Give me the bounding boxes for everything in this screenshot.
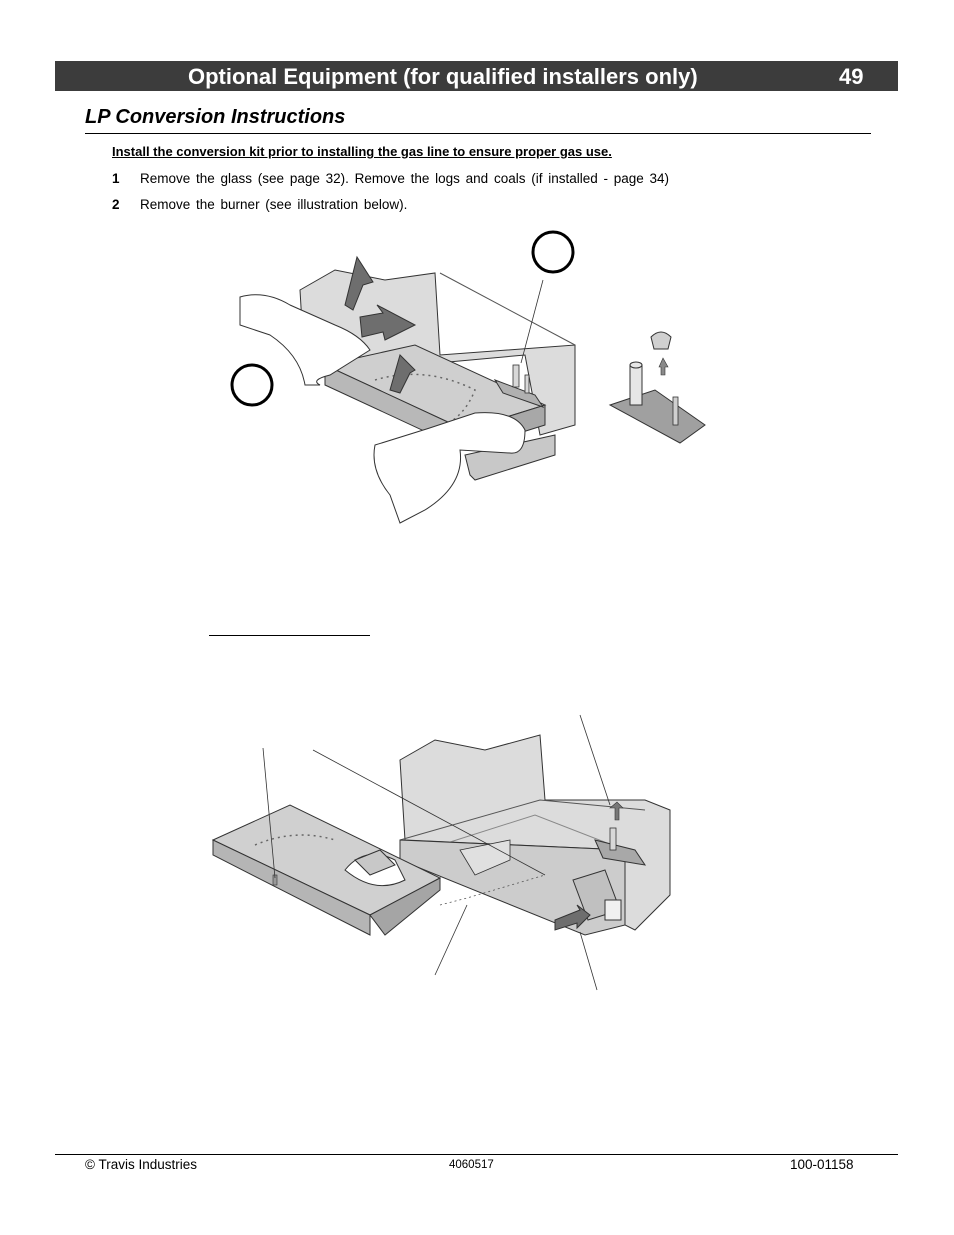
footer-part-number: 100-01158 <box>790 1157 854 1172</box>
footer-divider <box>55 1154 898 1155</box>
step-item <box>112 171 669 186</box>
warning-note: Install the conversion kit prior to installing the gas line to ensure proper gas use. <box>112 144 612 159</box>
section-divider <box>85 133 871 134</box>
section-title: LP Conversion Instructions <box>85 106 346 128</box>
orifice-access-illustration <box>205 710 685 1000</box>
page-header-title: Optional Equipment (for qualified installers only) <box>188 64 698 89</box>
footer-copyright: © Travis Industries <box>85 1157 197 1172</box>
step-number: 1 <box>112 171 120 186</box>
step-number: 2 <box>112 197 120 212</box>
step-text: Remove the burner (see illustration below). <box>140 197 408 212</box>
footer-doc-code: 4060517 <box>449 1159 494 1171</box>
burner-removal-illustration <box>225 225 725 530</box>
blank-underline <box>209 635 370 636</box>
page-number: 49 <box>839 64 864 89</box>
step-text: Remove the glass (see page 32). Remove the logs and coals (if installed - page 34) <box>140 171 670 186</box>
step-item <box>112 197 407 212</box>
